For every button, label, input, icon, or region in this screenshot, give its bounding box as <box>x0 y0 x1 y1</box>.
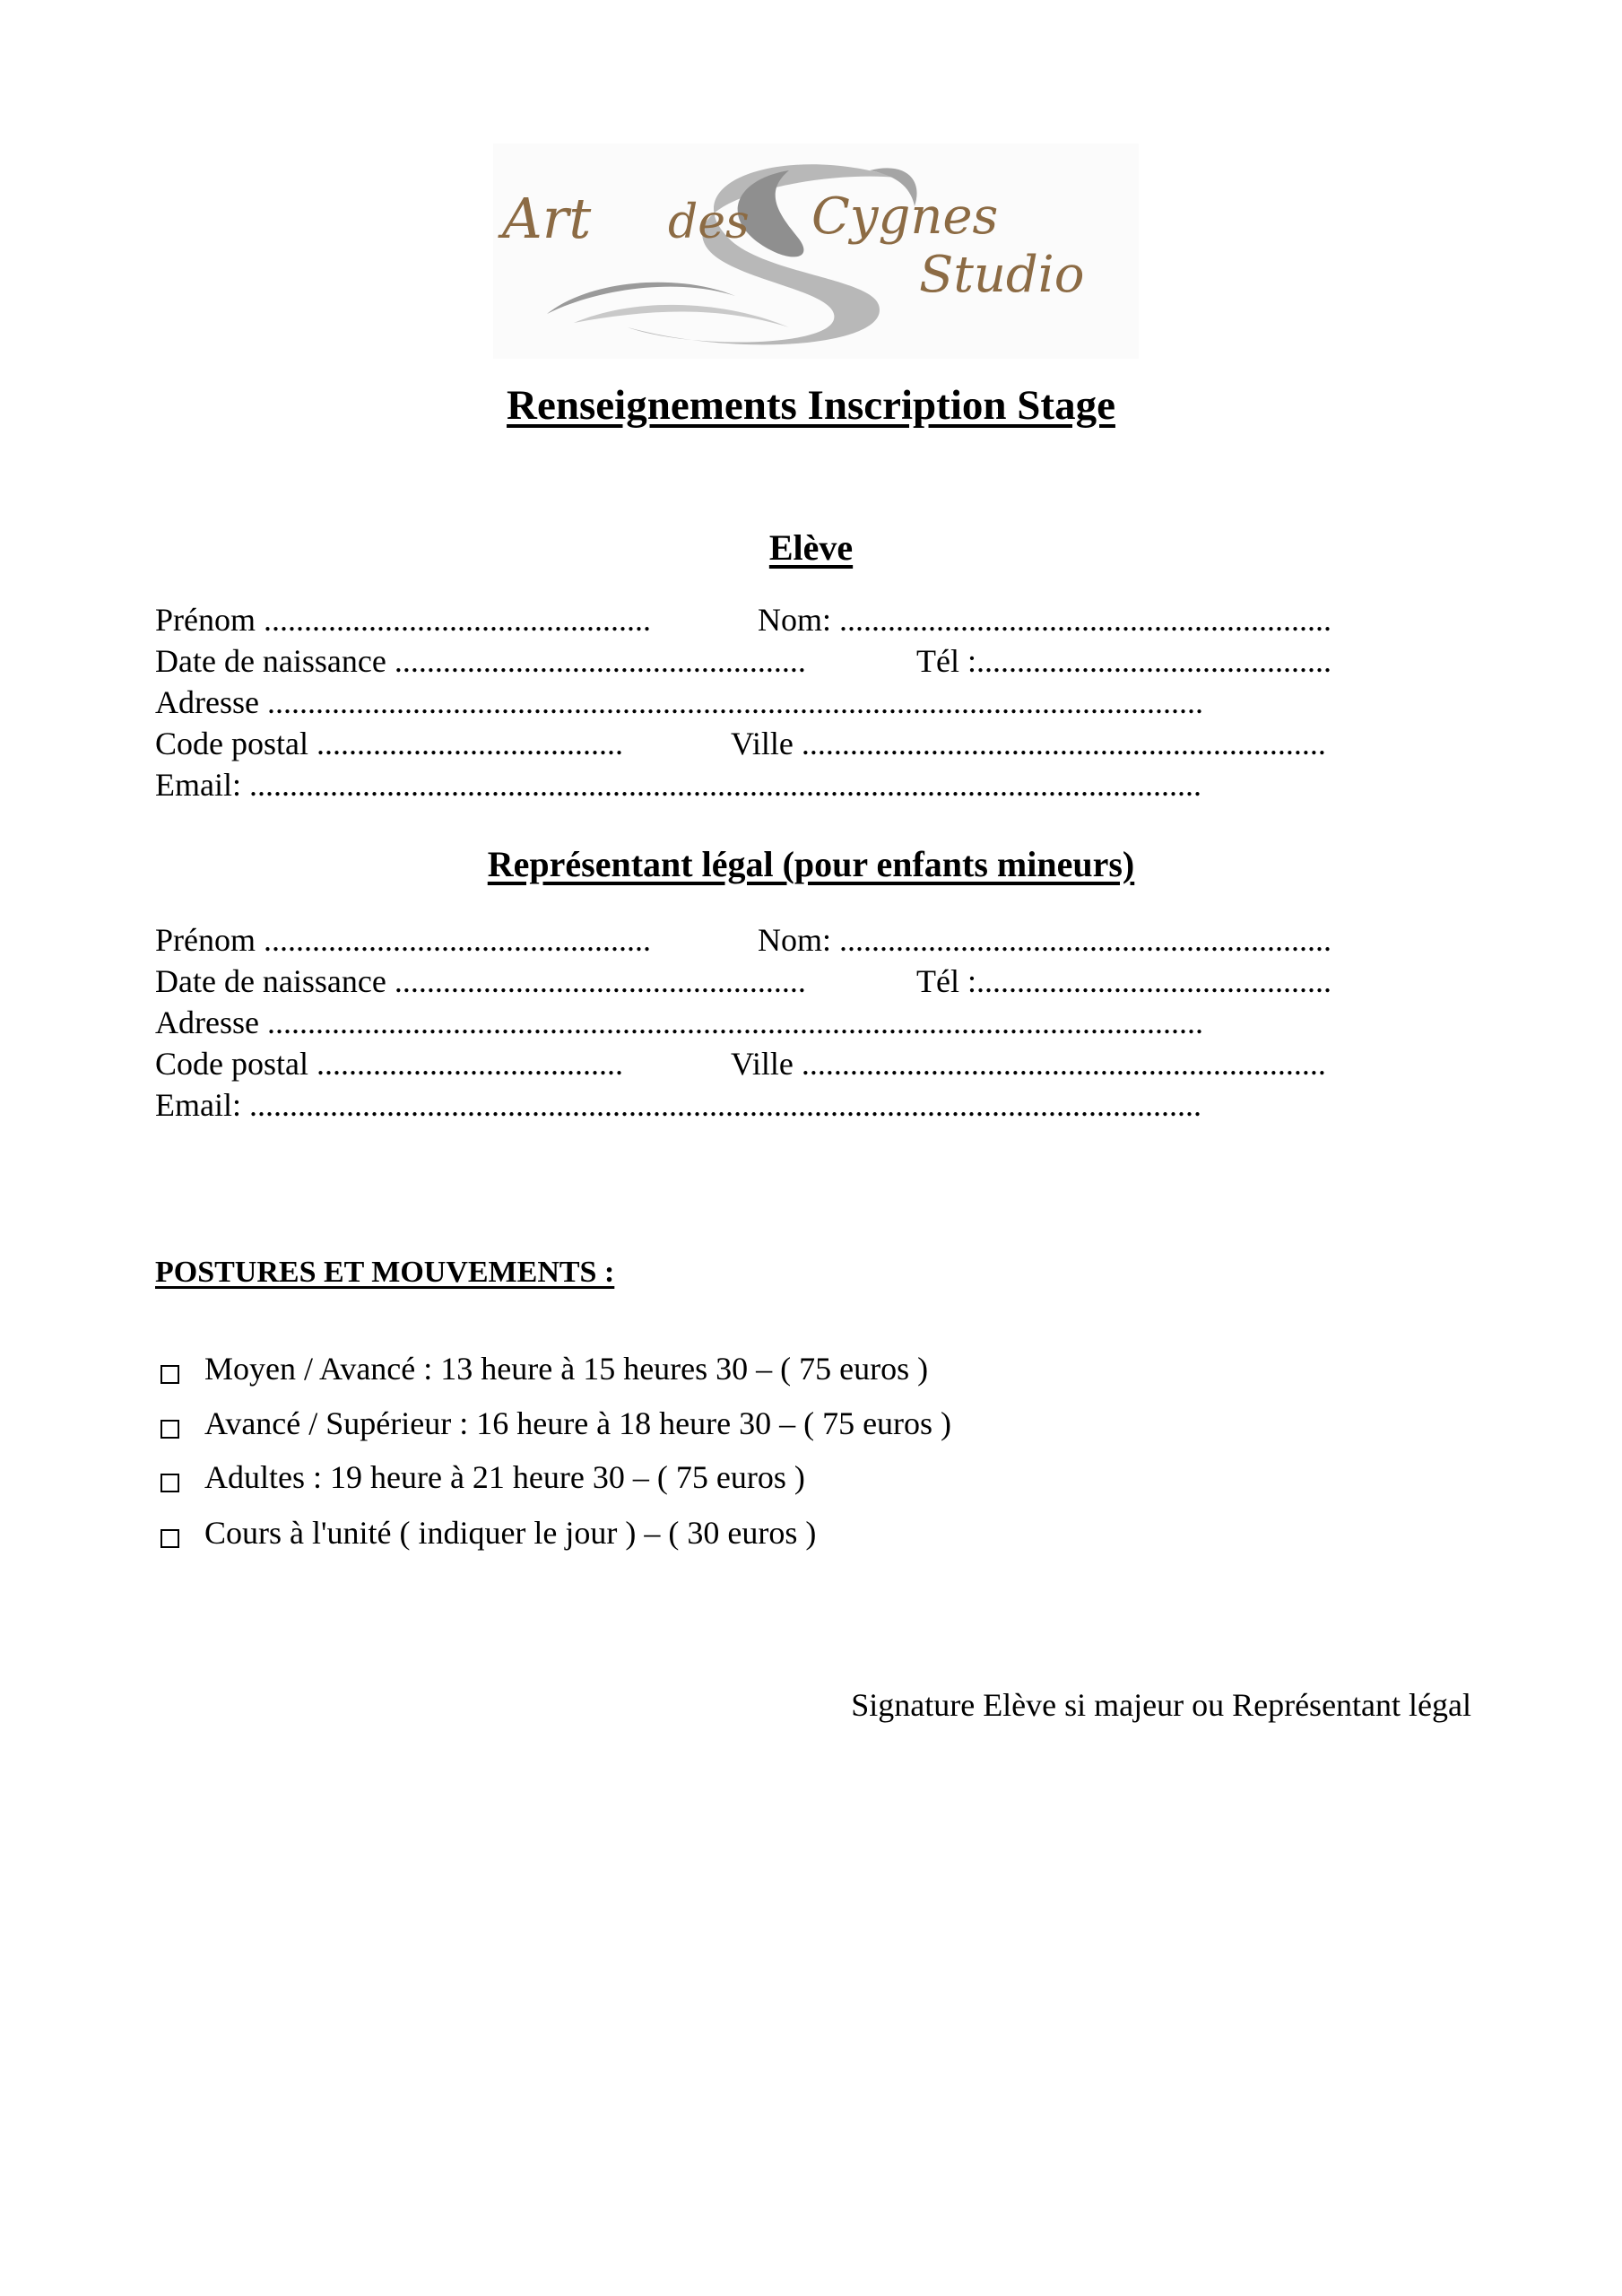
svg-text:des: des <box>668 196 750 249</box>
option-label: Cours à l'unité ( indiquer le jour ) – ( 30 euros ) <box>204 1515 817 1551</box>
representant-heading: Représentant légal (pour enfants mineurs) <box>487 844 1135 884</box>
representant-email-field[interactable]: Email: ...................................................................................................................... <box>155 1087 1201 1123</box>
option-label: Avancé / Supérieur : 16 heure à 18 heure 30 – ( 75 euros ) <box>204 1405 952 1441</box>
checkbox-icon[interactable] <box>160 1529 179 1548</box>
eleve-code-postal-field[interactable]: Code postal ...................................... <box>155 726 623 761</box>
eleve-heading: Elève <box>768 527 854 568</box>
representant-adresse-field[interactable]: Adresse .................................................................................................................... <box>155 1004 1203 1040</box>
eleve-tel-field[interactable]: Tél :............................................ <box>916 643 1331 679</box>
eleve-nom-field[interactable]: Nom: ............................................................. <box>758 602 1332 638</box>
representant-prenom-field[interactable]: Prénom ................................................ <box>155 922 651 958</box>
representant-date-naissance-field[interactable]: Date de naissance ................................................... <box>155 963 806 999</box>
option-label: Adultes : 19 heure à 21 heure 30 – ( 75 euros ) <box>204 1459 805 1495</box>
art-des-cygnes-studio-logo <box>493 144 1139 359</box>
document-title: Renseignements Inscription Stage <box>507 382 1115 429</box>
checkbox-icon[interactable] <box>160 1420 179 1439</box>
eleve-ville-field[interactable]: Ville ................................................................. <box>731 726 1326 761</box>
eleve-adresse-field[interactable]: Adresse .................................................................................................................... <box>155 684 1203 720</box>
svg-text:Cygnes: Cygnes <box>811 187 999 246</box>
representant-tel-field[interactable]: Tél :............................................ <box>916 963 1331 999</box>
representant-ville-field[interactable]: Ville ................................................................. <box>731 1046 1326 1082</box>
postures-section-title: POSTURES ET MOUVEMENTS : <box>155 1256 615 1289</box>
representant-nom-field[interactable]: Nom: ............................................................. <box>758 922 1332 958</box>
representant-code-postal-field[interactable]: Code postal ...................................... <box>155 1046 623 1082</box>
svg-text:Art: Art <box>502 186 592 251</box>
eleve-prenom-field[interactable]: Prénom ................................................ <box>155 602 651 638</box>
checkbox-icon[interactable] <box>160 1474 179 1492</box>
eleve-date-naissance-field[interactable]: Date de naissance ................................................... <box>155 643 806 679</box>
svg-text:Studio: Studio <box>919 246 1085 304</box>
eleve-email-field[interactable]: Email: ...................................................................................................................... <box>155 767 1201 803</box>
signature-label: Signature Elève si majeur ou Représentant légal <box>851 1687 1471 1723</box>
checkbox-icon[interactable] <box>160 1365 179 1384</box>
option-label: Moyen / Avancé : 13 heure à 15 heures 30 – ( 75 euros ) <box>204 1351 929 1387</box>
